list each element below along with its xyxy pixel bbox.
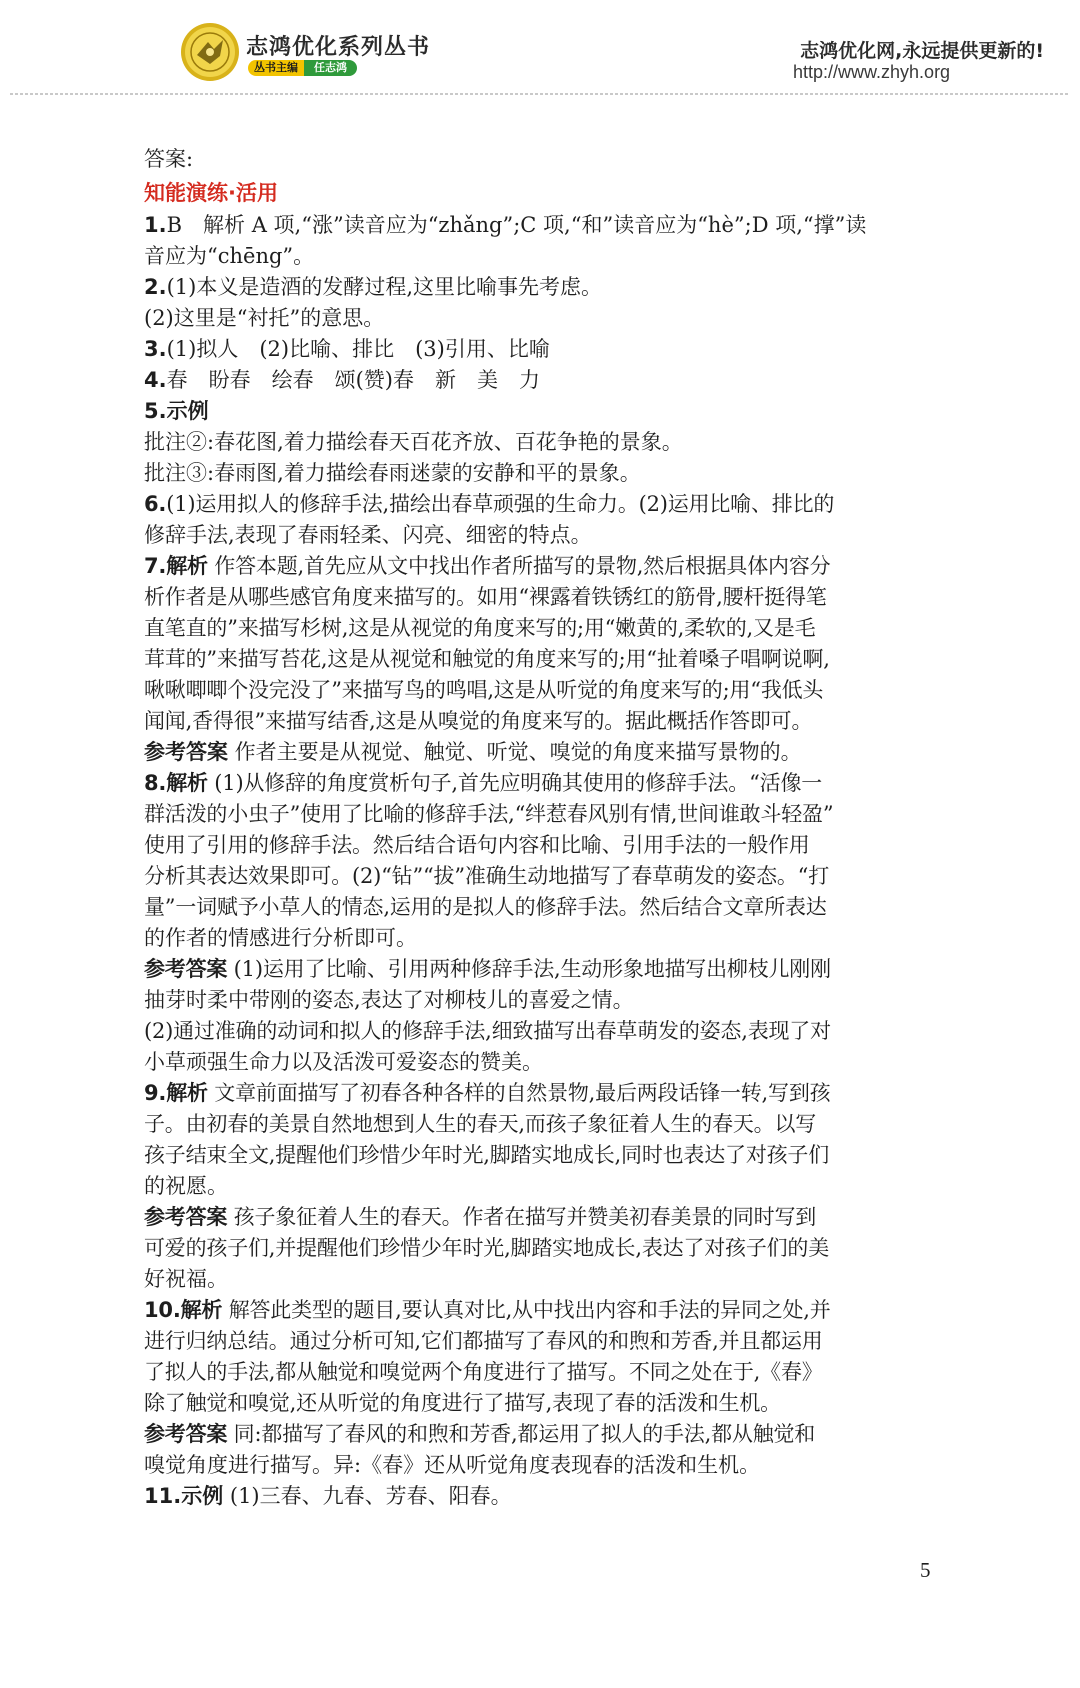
text-line: 子。由初春的美景自然地想到人生的春天,而孩子象征着人生的春天。以写 [144,1112,817,1136]
page-header [0,0,1080,100]
answer-marker: 参考答案 [144,957,228,981]
text-line: (2)这里是“衬托”的意思。 [144,306,385,330]
text-line: 嗅觉角度进行描写。异:《春》还从听觉角度表现春的活泼和生机。 [144,1453,761,1477]
text-line: 修辞手法,表现了春雨轻柔、闪亮、细密的特点。 [144,523,592,547]
item-number: 7. [144,554,167,578]
item-number: 11. [144,1484,182,1508]
text-line: 6.(1)运用拟人的修辞手法,描绘出春草顽强的生命力。(2)运用比喻、排比的 [144,492,835,516]
item-number: 3. [144,337,167,361]
text-line: 批注③:春雨图,着力描绘春雨迷蒙的安静和平的景象。 [144,461,641,485]
text-line: 2.(1)本义是造酒的发酵过程,这里比喻事先考虑。 [144,275,603,299]
publisher-logo-icon [180,22,240,82]
item-number: 9. [144,1081,167,1105]
item-number: 10. [144,1298,181,1322]
text-line: 茸茸的”来描写苔花,这是从视觉和触觉的角度来写的;用“扯着嗓子唱啊说啊, [144,647,830,671]
text-line: 小草顽强生命力以及活泼可爱姿态的赞美。 [144,1050,543,1074]
item-number: 8. [144,771,167,795]
answer-marker: 解析 [180,1298,223,1322]
text-line: 使用了引用的修辞手法。然后结合语句内容和比喻、引用手法的一般作用 [144,833,810,857]
item-number: 2. [144,275,167,299]
header-divider [10,93,1070,95]
text-line: (2)通过准确的动词和拟人的修辞手法,细致描写出春草萌发的姿态,表现了对 [144,1019,831,1043]
text-line: 的祝愿。 [144,1174,228,1198]
text-line: 7.解析 作答本题,首先应从文中找出作者所描写的景物,然后根据具体内容分 [144,554,831,578]
section-title: 知能演练·活用 [144,181,278,205]
text-line: 9.解析 文章前面描写了初春各种各样的自然景物,最后两段话锋一转,写到孩 [144,1081,831,1105]
text-line: 1.B 解析 A 项,“涨”读音应为“zhǎng”;C 项,“和”读音应为“hè”;D 项,“撑”读 [144,213,867,237]
badge-right: 任志鸿 [304,60,357,76]
page-number: 5 [920,1558,931,1582]
answer-content [144,143,944,1512]
text-line: 除了触觉和嗅觉,还从听觉的角度进行了描写,表现了春的活泼和生机。 [144,1391,781,1415]
text-line [144,396,944,427]
text-line: 好祝福。 [144,1267,228,1291]
text-line: 了拟人的手法,都从触觉和嗅觉两个角度进行了描写。不同之处在于,《春》 [144,1360,823,1384]
answer-marker: 示例 [166,399,209,423]
text-line: 参考答案 同:都描写了春风的和煦和芳香,都运用了拟人的手法,都从触觉和 [144,1422,816,1446]
answer-marker: 参考答案 [144,1422,228,1446]
item-number: 5. [144,399,167,423]
text-line: 啾啾唧唧个没完没了”来描写鸟的鸣唱,这是从听觉的角度来写的;用“我低头 [144,678,824,702]
answer-marker: 解析 [166,554,208,578]
item-number: 1. [144,213,167,237]
text-line: 参考答案 孩子象征着人生的春天。作者在描写并赞美初春美景的同时写到 [144,1205,817,1229]
answer-marker: 解析 [166,771,208,795]
text-line: 参考答案 (1)运用了比喻、引用两种修辞手法,生动形象地描写出柳枝儿刚刚 [144,957,831,981]
answer-marker: 参考答案 [144,1205,228,1229]
series-title: 志鸿优化系列丛书 [246,35,431,60]
header-slogan: 志鸿优化网,永远提供更新的! [800,40,1044,62]
text-line: 的作者的情感进行分析即可。 [144,926,417,950]
item-number: 6. [144,492,167,516]
text-line: 批注②:春花图,着力描绘春天百花齐放、百花争艳的景象。 [144,430,683,454]
text-line: 进行归纳总结。通过分析可知,它们都描写了春风的和煦和芳香,并且都运用 [144,1329,823,1353]
text-line: 抽芽时柔中带刚的姿态,表达了对柳枝儿的喜爱之情。 [144,988,634,1012]
text-line: 4.春 盼春 绘春 颂(赞)春 新 美 力 [144,368,540,392]
text-line: 析作者是从哪些感官角度来描写的。如用“裸露着铁锈红的筋骨,腰杆挺得笔 [144,585,827,609]
answer-marker: 参考答案 [144,740,228,764]
text-line: 量”一词赋予小草人的情态,运用的是拟人的修辞手法。然后结合文章所表达 [144,895,827,919]
text-line: 直笔直的”来描写杉树,这是从视觉的角度来写的;用“嫩黄的,柔软的,又是毛 [144,616,816,640]
text-line: 音应为“chēng”。 [144,244,315,268]
text-line: 孩子结束全文,提醒他们珍惜少年时光,脚踏实地成长,同时也表达了对孩子们 [144,1143,830,1167]
text-line: 分析其表达效果即可。(2)“钻”“拔”准确生动地描写了春草萌发的姿态。“打 [144,864,830,888]
answer-marker: 解析 [166,1081,208,1105]
text-line: 8.解析 (1)从修辞的角度赏析句子,首先应明确其使用的修辞手法。“活像一 [144,771,823,795]
badge-left: 丛书主编 [248,60,304,76]
text-line: 闻闻,香得很”来描写结香,这是从嗅觉的角度来写的。据此概括作答即可。 [144,709,813,733]
answer-heading: 答案: [144,147,194,171]
text-line: 10.解析 解答此类型的题目,要认真对比,从中找出内容和手法的异同之处,并 [144,1298,831,1322]
text-line: 群活泼的小虫子”使用了比喻的修辞手法,“绊惹春风别有情,世间谁敢斗轻盈” [144,802,834,826]
item-number: 4. [144,368,167,392]
header-url: http://www.zhyh.org [793,62,951,82]
text-line: 可爱的孩子们,并提醒他们珍惜少年时光,脚踏实地成长,表达了对孩子们的美 [144,1236,830,1260]
answer-marker: 示例 [181,1484,224,1508]
text-line: 3.(1)拟人 (2)比喻、排比 (3)引用、比喻 [144,337,550,361]
text-line: 参考答案 作者主要是从视觉、触觉、听觉、嗅觉的角度来描写景物的。 [144,740,802,764]
editor-badge [248,60,357,76]
text-line: 11.示例 (1)三春、九春、芳春、阳春。 [144,1484,512,1508]
